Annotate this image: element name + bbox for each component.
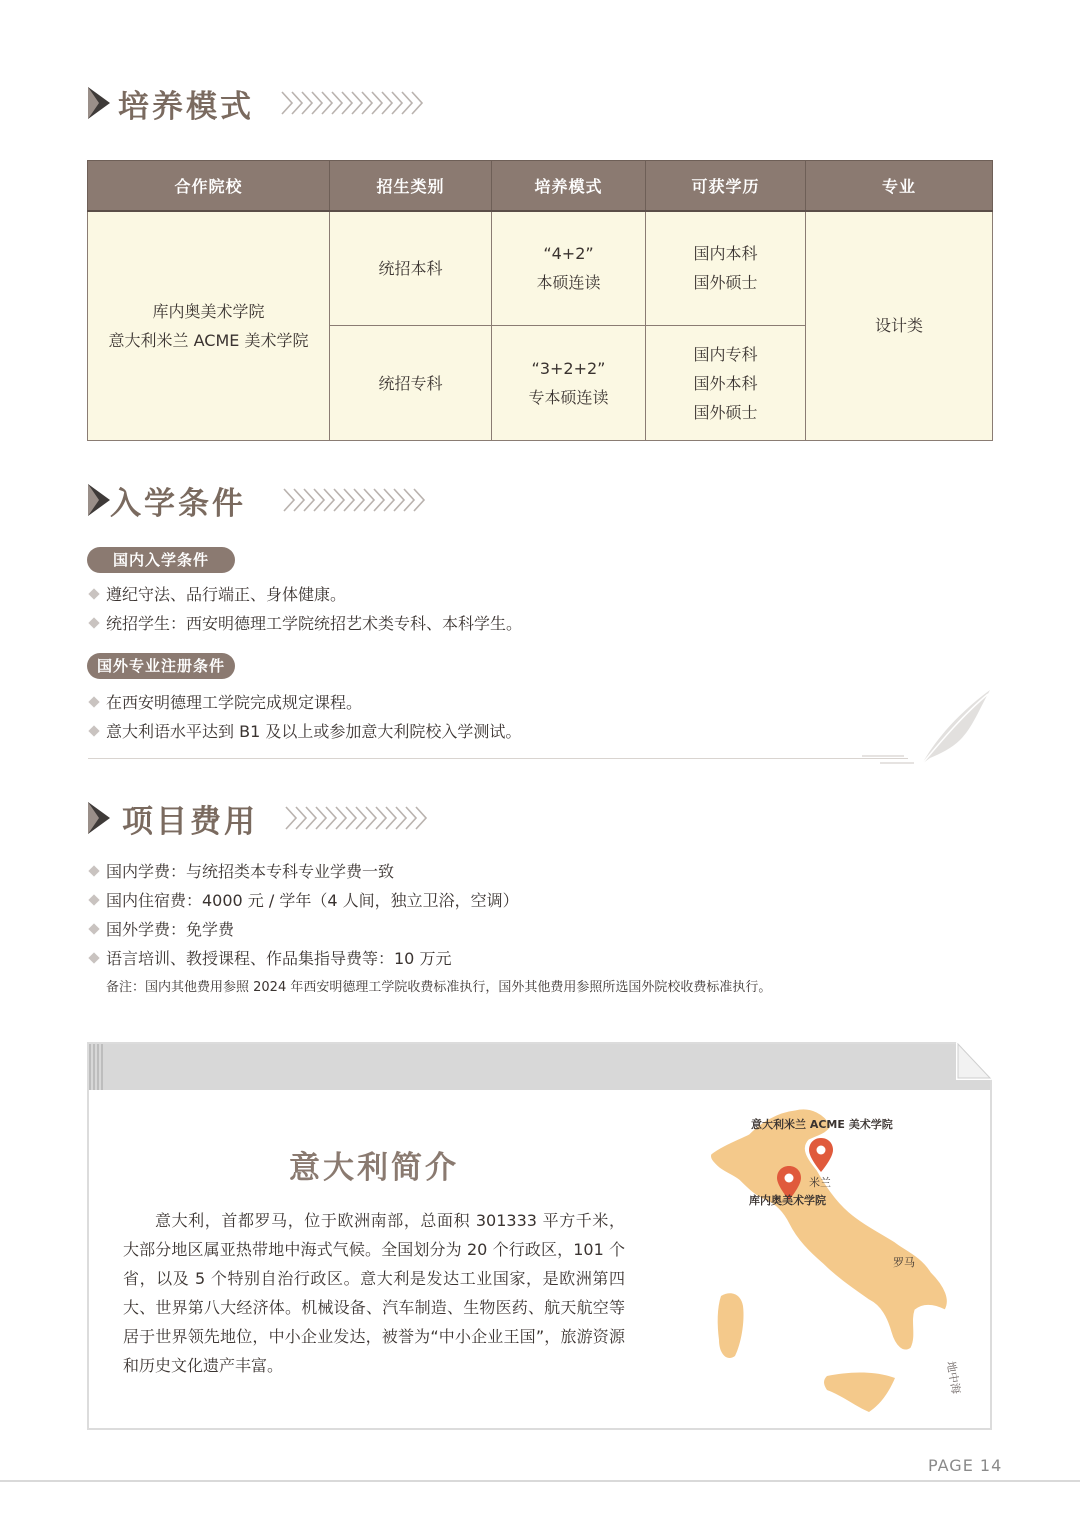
panel-stripes (89, 1044, 105, 1090)
degree-item: 国外本科 (693, 373, 758, 393)
fee-note: 备注：国内其他费用参照 2024 年西安明德理工学院收费标准执行，国外其他费用参照所选国外院校收费标准执行。 (106, 980, 772, 995)
abroad-conditions-pill: 国外专业注册条件 (87, 653, 235, 679)
section-arrow-icon (86, 800, 112, 836)
header-cell: 培养模式 (492, 161, 646, 211)
list-item: 在西安明德理工学院完成规定课程。 (88, 688, 521, 717)
mode-table (87, 160, 993, 441)
header-cell: 合作院校 (88, 161, 330, 211)
table-header-row (88, 161, 993, 211)
category-cell: 统招本科 (330, 211, 492, 326)
mode-cell (492, 326, 646, 441)
map-label-milan: 米兰 (809, 1176, 831, 1189)
list-item: 遵纪守法、品行端正、身体健康。 (88, 580, 522, 609)
school-name: 意大利米兰 ACME 美术学院 (108, 330, 309, 350)
section-heading-admission (86, 477, 432, 523)
mode-name: 本硕连读 (536, 273, 601, 293)
domestic-conditions-pill: 国内入学条件 (87, 547, 235, 573)
header-cell: 可获学历 (646, 161, 806, 211)
italy-map (659, 1100, 979, 1422)
degree-cell (646, 211, 806, 326)
panel-header-band (89, 1044, 990, 1090)
list-item: 国内住宿费：4000 元 / 学年（4 人间，独立卫浴，空调） (88, 886, 519, 915)
map-label-cuneo: 库内奥美术学院 (749, 1194, 826, 1207)
degree-item: 国外硕士 (693, 402, 758, 422)
mode-code: “4+2” (543, 244, 594, 264)
school-cell (88, 211, 330, 441)
feather-icon (860, 688, 995, 768)
map-label-rome: 罗马 (893, 1256, 915, 1269)
list-item: 统招学生：西安明德理工学院统招艺术类专科、本科学生。 (88, 609, 522, 638)
section-title: 入学条件 (110, 485, 246, 522)
mode-code: “3+2+2” (531, 359, 606, 378)
section-title: 培养模式 (118, 88, 254, 125)
fee-list (88, 857, 519, 973)
school-name: 库内奥美术学院 (152, 301, 265, 321)
degree-item: 国内本科 (693, 244, 758, 264)
table-row (88, 211, 993, 326)
page-number: PAGE 14 (928, 1456, 1003, 1475)
page-fold-icon (956, 1042, 992, 1080)
section-arrow-icon (86, 482, 112, 518)
section-title: 项目费用 (122, 803, 258, 840)
italy-title: 意大利简介 (289, 1150, 459, 1186)
section-arrow-icon (86, 85, 112, 121)
mode-cell (492, 211, 646, 326)
chevron-pattern-icon (282, 485, 432, 515)
abroad-conditions-list (88, 688, 521, 746)
mode-name: 专本硕连读 (528, 388, 609, 407)
list-item: 国内学费：与统招类本专科专业学费一致 (88, 857, 519, 886)
list-item: 国外学费：免学费 (88, 915, 519, 944)
italy-description: 意大利，首都罗马，位于欧洲南部，总面积 301333 平方千米，大部分地区属亚热带地中海式气候。全国划分为 20 个行政区，101 个省，以及 5 个特别自治行政区。意大利是发达工业国家，是欧洲第四大、世界第八大经济体。机械设备、汽车制造、生物医药、航天航空等居于世界领先地位，中小企业发达，被誉为“中小企业王国”，旅游资源和历史文化遗产丰富。 (123, 1211, 625, 1375)
category-cell: 统招专科 (330, 326, 492, 441)
map-label-sea: 地中海 (944, 1360, 963, 1396)
section-heading-fees (86, 795, 434, 841)
major-cell: 设计类 (806, 211, 993, 441)
section-heading-mode (86, 80, 430, 126)
header-cell: 招生类别 (330, 161, 492, 211)
list-item: 意大利语水平达到 B1 及以上或参加意大利院校入学测试。 (88, 717, 521, 746)
header-cell: 专业 (806, 161, 993, 211)
footer-line (0, 1480, 1080, 1482)
degree-cell (646, 326, 806, 441)
degree-item: 国外硕士 (693, 273, 758, 293)
list-item: 语言培训、教授课程、作品集指导费等：10 万元 (88, 944, 519, 973)
chevron-pattern-icon (280, 88, 430, 118)
chevron-pattern-icon (284, 803, 434, 833)
domestic-conditions-list (88, 580, 522, 638)
italy-intro-panel (87, 1042, 992, 1430)
map-label-acme: 意大利米兰 ACME 美术学院 (751, 1118, 893, 1131)
degree-item: 国内专科 (693, 344, 758, 364)
section-divider (88, 758, 908, 759)
